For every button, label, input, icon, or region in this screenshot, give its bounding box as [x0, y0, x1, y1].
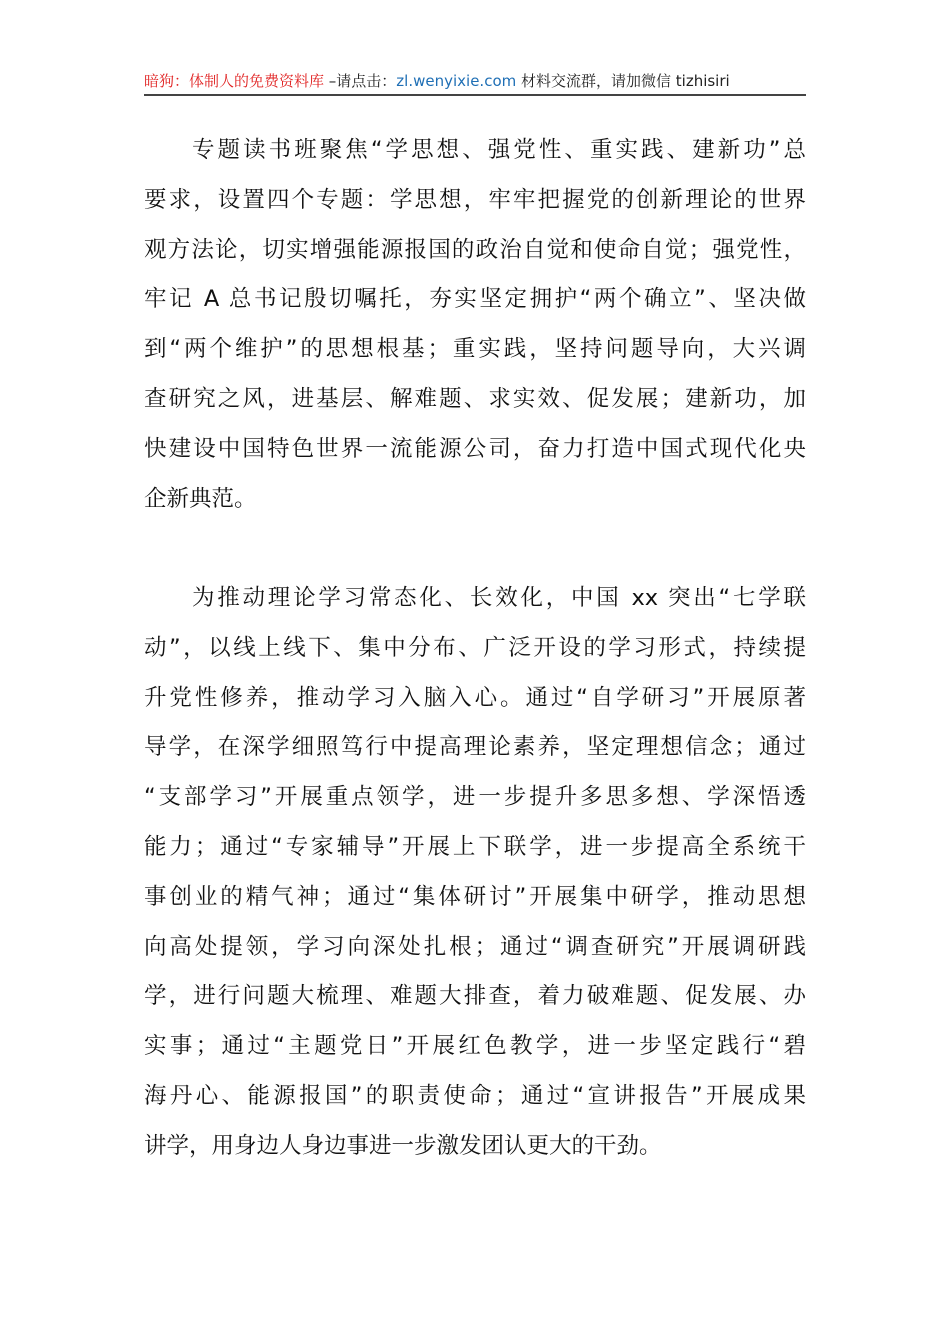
paragraph-2 [144, 574, 806, 1172]
paragraph-1 [144, 126, 806, 524]
text-line: 导学，在深学细照笃行中提高理论素养，坚定理想信念；通过 [144, 734, 806, 761]
text-line: 企新典范。 [144, 485, 257, 512]
text-line: 升党性修养，推动学习入脑入心。通过“自学研习”开展原著 [144, 684, 806, 711]
header-click-prompt: –请点击： [324, 72, 397, 90]
text-line: 专题读书班聚焦“学思想、强党性、重实践、建新功”总 [192, 137, 806, 163]
text-line: 快建设中国特色世界一流能源公司，奋力打造中国式现代化央 [144, 435, 806, 462]
text-line: 查研究之风，进基层、解难题、求实效、促发展；建新功，加 [144, 385, 806, 412]
text-line: 实事；通过“主题党日”开展红色教学，进一步坚定践行“碧 [144, 1033, 806, 1060]
text-line: “支部学习”开展重点领学，进一步提升多思多想、学深悟透 [144, 784, 806, 811]
text-line: 学，进行问题大梳理、难题大排查，着力破难题、促发展、办 [144, 983, 806, 1010]
text-line: 牢记 A 总书记殷切嘱托，夯实坚定拥护“两个确立”、坚决做 [144, 286, 806, 313]
header-contact: 材料交流群，请加微信 tizhisiri [516, 72, 730, 90]
text-line: 讲学，用身边人身边事进一步激发团认更大的干劲。 [144, 1132, 662, 1159]
text-line: 到“两个维护”的思想根基；重实践，坚持问题导向，大兴调 [144, 336, 806, 363]
page-header [144, 68, 806, 96]
text-line: 观方法论，切实增强能源报国的政治自觉和使命自觉；强党性， [144, 236, 806, 263]
header-site-name: 暗狗：体制人的免费资料库 [144, 72, 325, 90]
text-line: 为推动理论学习常态化、长效化，中国 xx 突出“七学联 [192, 585, 806, 611]
text-line: 要求，设置四个专题：学思想，牢牢把握党的创新理论的世界 [144, 186, 806, 213]
text-line: 动”，以线上线下、集中分布、广泛开设的学习形式，持续提 [144, 634, 806, 661]
text-line: 事创业的精气神；通过“集体研讨”开展集中研学，推动思想 [144, 883, 806, 910]
text-line: 能力；通过“专家辅导”开展上下联学，进一步提高全系统干 [144, 833, 806, 860]
text-line: 向高处提领，学习向深处扎根；通过“调查研究”开展调研践 [144, 933, 806, 960]
header-link[interactable]: zl.wenyixie.com [396, 72, 517, 90]
text-line: 海丹心、能源报国”的职责使命；通过“宣讲报告”开展成果 [144, 1082, 806, 1109]
